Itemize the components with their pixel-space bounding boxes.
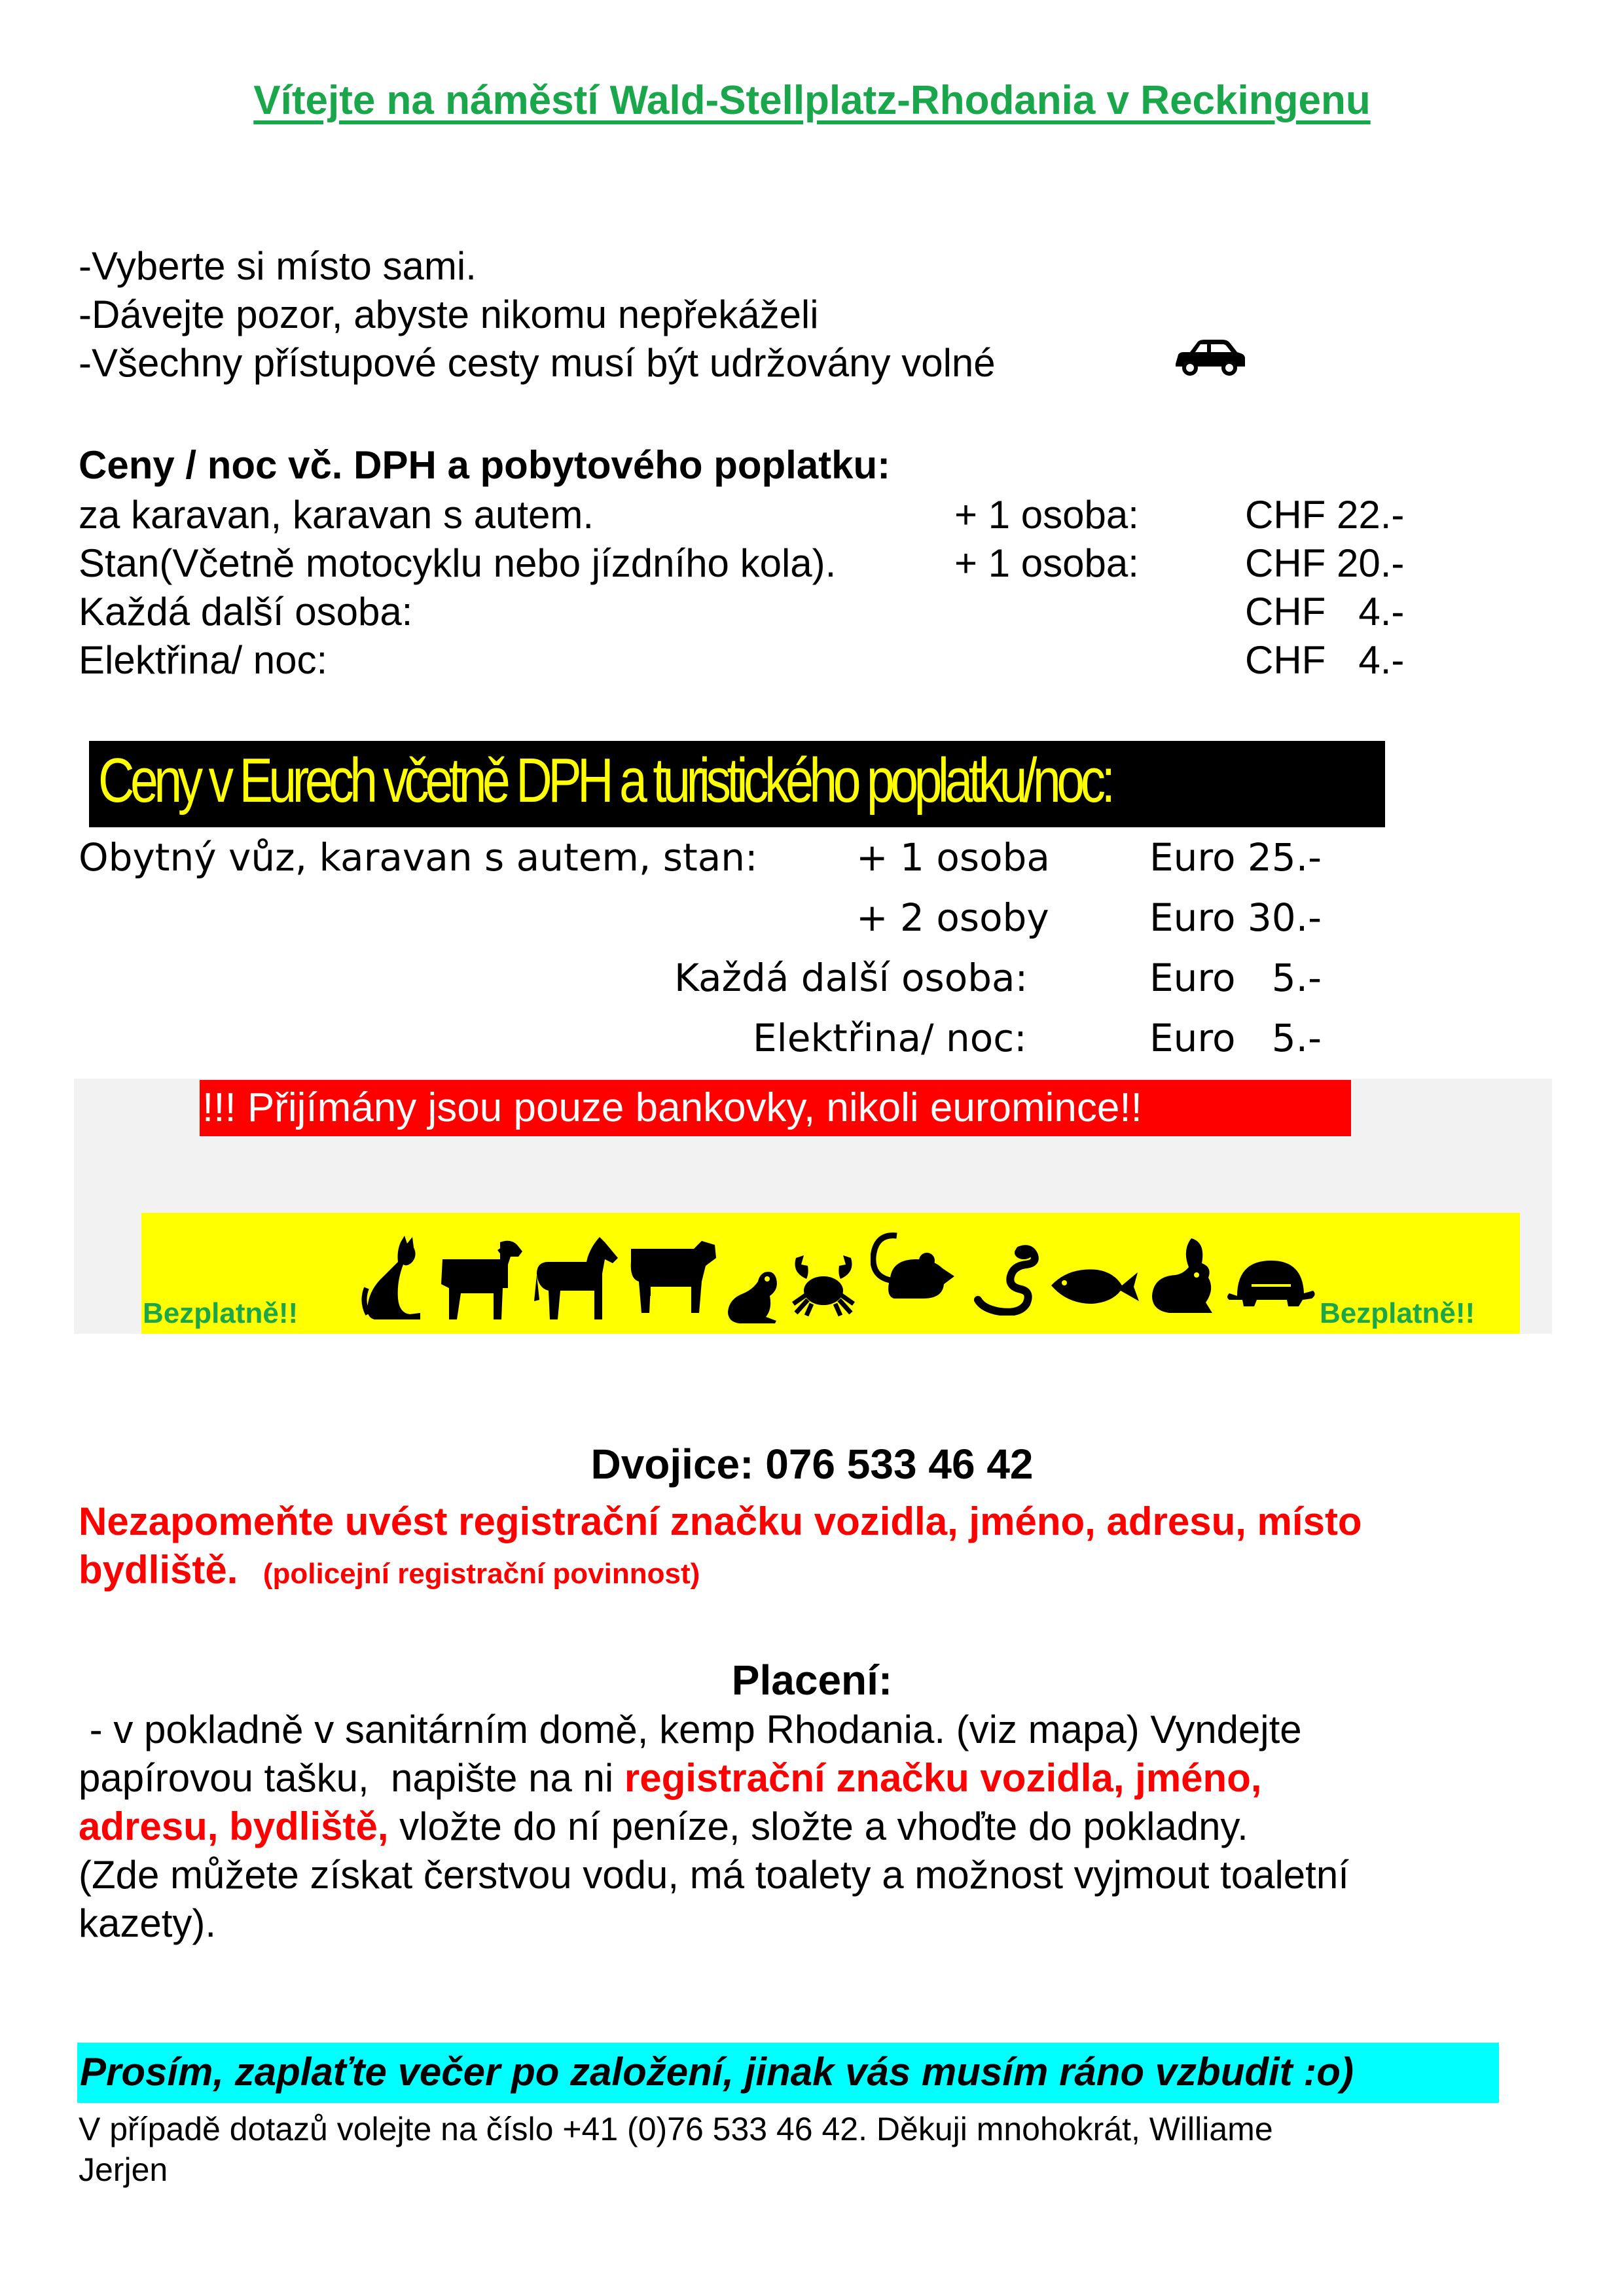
chf-row-persons: + 1 osoba: bbox=[954, 541, 1139, 585]
euro-row-persons: + 1 osoba bbox=[856, 835, 1050, 880]
footer-signature: Jerjen bbox=[79, 2151, 168, 2188]
euro-prices-heading-text: Ceny v Eurech včetně DPH a turistického poplatku/noc: bbox=[98, 745, 1111, 816]
payment-highlight: registrační značku vozidla, jméno, bbox=[624, 1756, 1262, 1800]
registration-reminder-line2 bbox=[79, 1547, 700, 1592]
euro-row-price: Euro 5.- bbox=[1149, 1016, 1322, 1060]
payment-line: (Zde můžete získat čerstvou vodu, má toalety a možnost vyjmout toaletní bbox=[79, 1853, 1349, 1897]
mouse-icon bbox=[871, 1230, 956, 1302]
payment-heading: Placení: bbox=[731, 1657, 893, 1704]
cow-icon bbox=[628, 1236, 717, 1314]
chf-row-label: Každá další osoba: bbox=[79, 590, 413, 634]
euro-row-price: Euro 25.- bbox=[1149, 835, 1322, 880]
euro-row-label: Každá další osoba: bbox=[674, 956, 1028, 1000]
chf-row-persons: + 1 osoba: bbox=[954, 493, 1139, 537]
pay-evening-text: Prosím, zaplaťte večer po založení, jinak vás musím ráno vzbudit :o) bbox=[80, 2050, 1354, 2094]
payment-highlight: adresu, bydliště, bbox=[79, 1804, 389, 1848]
page-title: Vítejte na náměstí Wald-Stellplatz-Rhodania v Reckingenu bbox=[253, 78, 1371, 123]
chf-row-label: Elektřina/ noc: bbox=[79, 638, 328, 682]
payment-text: vložte do ní peníze, složte a vhoďte do pokladny. bbox=[388, 1804, 1248, 1848]
fish-icon bbox=[1049, 1263, 1140, 1309]
rule-keep-access-free: -Všechny přístupové cesty musí být udržovány volné bbox=[79, 341, 996, 385]
car-icon bbox=[1170, 338, 1248, 380]
euro-row-label: Obytný vůz, karavan s autem, stan: bbox=[79, 835, 758, 880]
residence-word: bydliště. bbox=[79, 1548, 238, 1592]
phone-number: Dvojice: 076 533 46 42 bbox=[590, 1441, 1034, 1488]
rule-no-obstruction: -Dávejte pozor, abyste nikomu nepřekáželi bbox=[79, 293, 819, 336]
crab-icon bbox=[789, 1251, 857, 1317]
payment-text: papírovou tašku, napište na ni bbox=[79, 1756, 624, 1800]
chf-row-price: CHF 20.- bbox=[1245, 541, 1405, 585]
rabbit-icon bbox=[1149, 1237, 1218, 1314]
payment-line bbox=[79, 1804, 1248, 1849]
registration-reminder: Nezapomeňte uvést registrační značku vozidla, jméno, adresu, místo bbox=[79, 1499, 1362, 1543]
footer-contact-line: V případě dotazů volejte na číslo +41 (0)76 533 46 42. Děkuji mnohokrát, Williame bbox=[79, 2111, 1273, 2147]
snake-icon bbox=[974, 1244, 1039, 1316]
turtle-icon bbox=[1225, 1257, 1317, 1308]
dog-icon bbox=[437, 1236, 524, 1321]
euro-prices-heading bbox=[89, 741, 1385, 827]
cat-icon bbox=[361, 1236, 424, 1321]
police-note: (policejní registrační povinnost) bbox=[262, 1558, 700, 1590]
chf-row-label: za karavan, karavan s autem. bbox=[79, 493, 594, 537]
euro-row-price: Euro 5.- bbox=[1149, 956, 1322, 1000]
banknotes-only-notice: !!! Přijímány jsou pouze bankovky, nikoli euromince!! bbox=[200, 1080, 1351, 1136]
payment-line: - v pokladně v sanitárním domě, kemp Rhodania. (viz mapa) Vyndejte bbox=[79, 1708, 1302, 1751]
euro-row-label: Elektřina/ noc: bbox=[753, 1016, 1027, 1060]
chf-row-price: CHF 22.- bbox=[1245, 493, 1405, 537]
chf-row-label: Stan(Včetně motocyklu nebo jízdního kola). bbox=[79, 541, 837, 585]
pets-free-right-label: Bezplatně!! bbox=[1320, 1297, 1475, 1329]
chf-row-price: CHF 4.- bbox=[1245, 638, 1405, 682]
chf-row-price: CHF 4.- bbox=[1245, 590, 1405, 634]
euro-row-persons: + 2 osoby bbox=[856, 895, 1049, 940]
pets-free-left-label: Bezplatně!! bbox=[143, 1297, 298, 1329]
payment-line: kazety). bbox=[79, 1901, 217, 1945]
euro-row-price: Euro 30.- bbox=[1149, 895, 1322, 940]
pay-evening-highlight bbox=[77, 2043, 1499, 2103]
payment-line bbox=[79, 1755, 1262, 1801]
rule-choose-spot: -Vyberte si místo sami. bbox=[79, 244, 477, 288]
chf-prices-heading: Ceny / noc vč. DPH a pobytového poplatku: bbox=[79, 443, 891, 487]
horse-icon bbox=[534, 1236, 621, 1322]
frog-icon bbox=[727, 1270, 779, 1323]
